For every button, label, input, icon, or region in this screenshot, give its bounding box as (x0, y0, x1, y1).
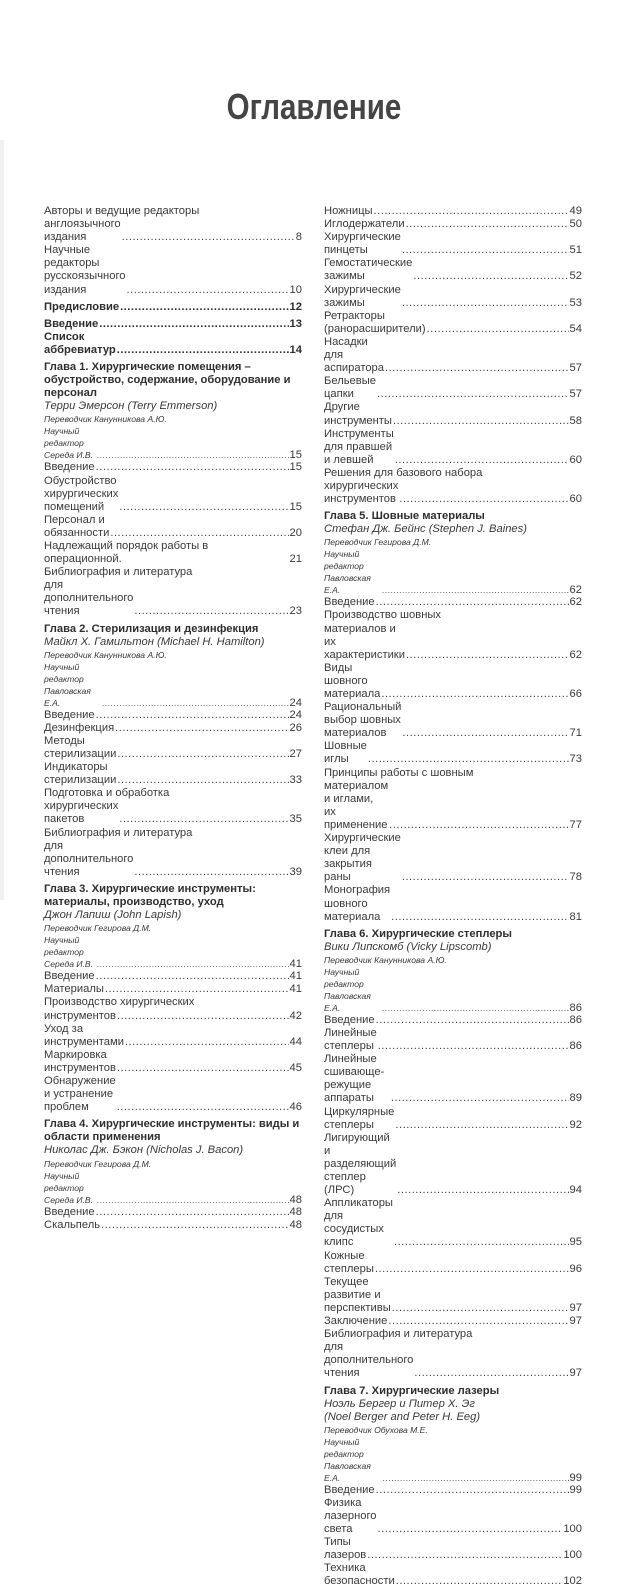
chapter-author: (Noel Berger and Peter H. Eeg) (324, 1410, 481, 1423)
toc-entry[interactable] (324, 884, 582, 923)
toc-entry[interactable] (44, 735, 302, 761)
toc-entry-title: Линейные сшивающе-режущие аппараты (324, 1053, 385, 1105)
dot-leader (414, 1367, 568, 1380)
toc-entry-title: инструментов (44, 1009, 116, 1022)
translator-credit: Переводчик Гегирова Д.М. (324, 537, 432, 548)
toc-entry-title: Уход за инструментами (44, 1022, 128, 1048)
toc-page-number: 78 (569, 871, 582, 884)
toc-entry[interactable] (44, 1206, 302, 1219)
chapter-heading: Глава 2. Стерилизация и дезинфекция (44, 622, 259, 635)
toc-entry-title: Введение (324, 1483, 375, 1496)
dot-leader (392, 1302, 569, 1315)
toc-entry-title: Циркулярные степлеры (324, 1105, 398, 1131)
toc-left-column (44, 205, 302, 1232)
chapter-heading: Глава 7. Хирургические лазеры (324, 1384, 500, 1397)
toc-entry-title: для дополнительного чтения (44, 579, 137, 618)
toc-page-number: 41 (289, 970, 302, 983)
toc-entry-title: Индикаторы стерилизации (44, 761, 117, 787)
toc-entry-title: Ножницы (324, 205, 373, 217)
toc-entry[interactable] (44, 514, 302, 540)
toc-page-number: 15 (289, 449, 302, 462)
toc-entry[interactable] (324, 623, 582, 662)
toc-entry[interactable] (324, 480, 582, 506)
toc-entry[interactable] (44, 579, 302, 618)
dot-leader (377, 388, 569, 401)
toc-entry-title: Обустройство хирургических помещений (44, 474, 122, 513)
toc-page-number: 24 (289, 708, 302, 721)
toc-entry-title: Обнаружение и устранение проблем (44, 1074, 119, 1114)
toc-entry-line: Библиография и литература (44, 566, 193, 579)
dot-leader (97, 1194, 288, 1206)
dot-leader (96, 1206, 289, 1219)
toc-entry-title: Научный редактор Павловская Е.А. (324, 966, 374, 1013)
dot-leader (413, 270, 568, 283)
toc-entry[interactable] (324, 1341, 582, 1380)
toc-entry[interactable] (324, 284, 582, 310)
toc-entry[interactable] (44, 970, 302, 983)
dot-leader (389, 819, 568, 832)
dot-leader (427, 323, 569, 336)
toc-entry-title: Заключение (324, 1315, 388, 1328)
toc-entry-title: Монография шовного материала (324, 884, 394, 923)
dot-leader (402, 727, 568, 740)
toc-entry-line: Решения для базового набора (324, 466, 483, 479)
dot-leader (101, 1219, 288, 1232)
toc-entry-title: Надлежащий порядок работы в операционной. (44, 539, 212, 566)
dot-leader (381, 688, 568, 701)
toc-entry[interactable] (44, 1075, 302, 1114)
toc-entry[interactable] (324, 1027, 582, 1053)
toc-entry[interactable] (324, 701, 582, 740)
dot-leader (105, 983, 289, 996)
toc-entry[interactable] (324, 375, 582, 401)
dot-leader (119, 501, 288, 514)
toc-entry-title: Список аббревиатур (44, 330, 116, 356)
toc-page-number: 20 (289, 526, 302, 539)
toc-entry[interactable] (44, 425, 302, 461)
toc-entry-title: Иглодержатели (324, 218, 405, 231)
toc-entry-title: Введение (44, 1205, 95, 1218)
toc-entry[interactable] (324, 1484, 582, 1497)
toc-page-number: 66 (569, 688, 582, 700)
dot-leader (134, 605, 288, 618)
toc-entry[interactable] (324, 1536, 582, 1562)
toc-entry-title: Скальпель (44, 1218, 101, 1231)
toc-page-number: 13 (289, 317, 302, 330)
dot-leader (402, 244, 569, 257)
dot-leader (134, 866, 288, 879)
toc-entry[interactable] (44, 1023, 302, 1049)
toc-entry-title: Материалы (44, 983, 104, 996)
dot-leader (110, 527, 288, 540)
dot-leader (378, 1040, 569, 1053)
toc-page-number: 102 (563, 1575, 582, 1588)
dot-leader (97, 449, 288, 461)
toc-entry-line: Производство шовных (324, 609, 442, 622)
toc-page-number: 48 (289, 1205, 302, 1218)
toc-entry-title: Ретракторы (ранорасширители) (324, 309, 426, 335)
toc-entry-title: для дополнительного чтения (324, 1341, 417, 1380)
toc-page-number: 15 (289, 500, 302, 513)
dot-leader (382, 584, 568, 596)
toc-entry[interactable] (324, 1106, 582, 1132)
toc-page-number: 27 (289, 748, 302, 760)
toc-entry[interactable] (324, 401, 582, 427)
dot-leader (399, 493, 568, 506)
dot-leader (96, 461, 289, 474)
dot-leader (117, 1010, 289, 1023)
toc-page-number: 46 (289, 1101, 302, 1114)
toc-page-number: 71 (569, 727, 582, 740)
toc-entry[interactable] (44, 461, 302, 474)
toc-page-number: 97 (569, 1367, 582, 1380)
toc-page-number: 45 (289, 1061, 302, 1074)
toc-entry-title: Линейные степлеры (324, 1026, 380, 1053)
translator-credit: Переводчик Гегирова Д.М. (44, 1158, 152, 1169)
toc-entry[interactable] (324, 1197, 582, 1249)
toc-entry[interactable] (324, 218, 582, 231)
dot-leader (388, 1315, 568, 1328)
toc-entry[interactable] (44, 661, 302, 709)
toc-page-number: 33 (289, 774, 302, 787)
toc-entry-title: Гемостатические зажимы (324, 257, 416, 283)
dot-leader (391, 911, 568, 924)
toc-entry[interactable] (324, 596, 582, 609)
toc-page-number: 86 (569, 1040, 582, 1053)
dot-leader (117, 748, 288, 761)
toc-right-column (324, 205, 582, 1589)
toc-entry-title: Введение (44, 708, 95, 721)
toc-entry-title: Бельевые цапки (324, 375, 380, 401)
toc-entry-title: Научный редактор Павловская Е.А. (324, 1436, 374, 1483)
toc-entry-title: Типы лазеров (324, 1536, 367, 1562)
translator-credit: Переводчик Канунникова А.Ю. (44, 414, 167, 425)
dot-leader (395, 454, 569, 467)
toc-page-number: 73 (569, 753, 582, 766)
toc-page-number: 62 (569, 584, 582, 597)
dot-leader (375, 1263, 569, 1276)
dot-leader (383, 1472, 569, 1484)
page-title: Оглавление (226, 86, 402, 128)
toc-entry[interactable] (44, 983, 302, 996)
toc-page-number: 92 (569, 1118, 582, 1131)
toc-entry[interactable] (44, 475, 302, 514)
dot-leader (127, 284, 289, 297)
toc-entry-title: Персонал и обязанности (44, 513, 110, 539)
toc-entry-title: Другие инструменты (324, 401, 392, 427)
toc-page-number: 58 (569, 414, 582, 427)
dot-leader (385, 362, 569, 375)
toc-entry-title: Научный редактор Середа И.В. (44, 426, 94, 461)
dot-leader (96, 970, 289, 983)
toc-entry[interactable] (324, 1014, 582, 1027)
chapter-author: Ноэль Бергер и Питер Х. Эг (324, 1397, 475, 1410)
dot-leader (376, 1484, 569, 1497)
dot-leader (402, 871, 569, 884)
chapter-heading: Глава 6. Хирургические степлеры (324, 927, 512, 940)
toc-entry[interactable] (324, 740, 582, 766)
toc-entry-title: Насадки для аспиратора (324, 335, 384, 375)
toc-page-number: 53 (569, 296, 582, 309)
toc-entry-title: Рациональный выбор шовных материалов (324, 701, 405, 740)
dot-leader (117, 344, 289, 357)
toc-page-number: 60 (569, 453, 582, 466)
toc-entry-title: Хирургические пинцеты (324, 231, 404, 257)
toc-page-number: 86 (569, 1013, 582, 1026)
toc-entry[interactable] (44, 800, 302, 826)
toc-entry-title: хирургических инструментов (324, 479, 402, 506)
toc-entry[interactable] (44, 1010, 302, 1023)
chapter-heading: Глава 1. Хирургические помещения – обустройство, содержание, оборудование и персонал (44, 361, 291, 400)
toc-page-number: 39 (289, 865, 302, 878)
toc-entry-title: Научные редакторы русскоязычного издания (44, 244, 129, 296)
toc-page-number: 77 (569, 818, 582, 831)
translator-credit: Переводчик Гегирова Д.М. (44, 923, 152, 934)
toc-page-number: 86 (569, 1001, 582, 1014)
dot-leader (368, 753, 569, 766)
dot-leader (115, 722, 288, 735)
toc-entry-title: Кожные степлеры (324, 1249, 377, 1275)
dot-leader (120, 301, 288, 314)
toc-entry[interactable] (324, 1276, 582, 1315)
dot-leader (376, 596, 569, 609)
toc-page-number: 44 (289, 1035, 302, 1048)
toc-entry[interactable] (324, 548, 582, 596)
dot-leader (117, 774, 288, 787)
toc-entry-title: Техника безопасности (324, 1562, 395, 1588)
dot-leader (397, 1184, 568, 1197)
toc-entry[interactable] (44, 331, 302, 357)
toc-page-number: 57 (569, 388, 582, 401)
toc-page-number: 94 (569, 1184, 582, 1197)
dot-leader (99, 318, 288, 331)
toc-entry[interactable] (44, 1049, 302, 1075)
toc-entry-title: Научный редактор Павловская Е.А. (324, 549, 374, 596)
chapter-author: Николас Дж. Бэкон (Nicholas J. Bacon) (44, 1144, 244, 1157)
toc-page-number: 49 (569, 205, 582, 217)
toc-entry[interactable] (324, 1436, 582, 1484)
toc-entry[interactable] (324, 205, 582, 218)
toc-page-number: 41 (289, 958, 302, 971)
dot-leader (122, 231, 295, 244)
toc-page-number: 99 (569, 1471, 582, 1484)
dot-leader (394, 1236, 569, 1249)
toc-page-number: 48 (289, 1218, 302, 1231)
toc-page-number: 99 (569, 1483, 582, 1496)
toc-page-number: 8 (295, 231, 302, 244)
toc-entry[interactable] (44, 244, 302, 296)
toc-entry[interactable] (44, 722, 302, 735)
toc-entry-title: хирургических пакетов (44, 800, 122, 826)
toc-entry[interactable] (44, 318, 302, 331)
toc-entry[interactable] (324, 310, 582, 336)
toc-entry[interactable] (324, 336, 582, 375)
toc-page-number: 97 (569, 1315, 582, 1328)
toc-entry-title: Введение (44, 317, 99, 330)
toc-entry-title: Инструменты для правшей и левшей (324, 427, 397, 466)
toc-entry[interactable] (44, 934, 302, 970)
toc-entry-title: Хирургические зажимы (324, 283, 404, 309)
toc-page-number: 24 (289, 696, 302, 709)
toc-entry-title: Введение (324, 1013, 375, 1026)
toc-entry[interactable] (324, 1562, 582, 1588)
toc-page-number: 35 (289, 813, 302, 826)
toc-entry-line: Принципы работы с шовным (324, 766, 474, 779)
toc-entry-title: Дезинфекция (44, 721, 115, 734)
toc-page-number: 57 (569, 362, 582, 375)
chapter-heading: Глава 5. Шовные материалы (324, 510, 485, 523)
toc-entry-line: Библиография и литература (44, 826, 193, 839)
dot-leader (119, 813, 288, 826)
toc-page-number: 62 (569, 596, 582, 609)
dot-leader (393, 415, 569, 428)
toc-entry[interactable] (324, 1497, 582, 1536)
toc-entry[interactable] (44, 1170, 302, 1206)
toc-page-number: 42 (289, 1009, 302, 1022)
toc-entry-line: Библиография и литература (324, 1328, 473, 1341)
dot-leader (125, 1036, 289, 1049)
toc-entry-title: Виды шовного материала (324, 661, 381, 700)
toc-page-number: 10 (289, 283, 302, 296)
toc-page-number: 54 (569, 322, 582, 335)
translator-credit: Переводчик Канунникова А.Ю. (44, 649, 167, 660)
toc-page-number: 12 (289, 300, 302, 313)
translator-credit: Переводчик Канунникова А.Ю. (324, 954, 447, 965)
toc-entry-title: Физика лазерного света (324, 1496, 380, 1536)
toc-entry-title: Научный редактор Середа И.В. (44, 1170, 94, 1205)
dot-leader (97, 958, 288, 970)
toc-entry-title: Введение (324, 596, 375, 609)
toc-page-number: 23 (289, 605, 302, 618)
chapter-heading: Глава 3. Хирургические инструменты: материалы, производство, уход (44, 882, 256, 909)
chapter-heading: Глава 4. Хирургические инструменты: виды и области применения (44, 1118, 300, 1144)
toc-entry-title: Аппликаторы для сосудистых клипс (324, 1197, 397, 1249)
toc-page-number: 52 (569, 270, 582, 283)
chapter-author: Джон Лапиш (John Lapish) (44, 909, 182, 922)
toc-entry-title: Хирургические клеи для закрытия раны (324, 832, 404, 884)
chapter-author: Майкл Х. Гамильтон (Michael H. Hamilton) (44, 635, 265, 648)
toc-page-number: 97 (569, 1301, 582, 1314)
toc-entry[interactable] (324, 780, 582, 832)
dot-leader (102, 697, 288, 709)
toc-entry-title: Маркировка инструментов (44, 1048, 116, 1074)
dot-leader (374, 205, 569, 218)
toc-page-number: 26 (289, 721, 302, 734)
toc-page-number: 89 (569, 1092, 582, 1105)
toc-page-number: 100 (563, 1523, 582, 1536)
dot-leader (406, 649, 569, 662)
toc-entry-title: Введение (44, 970, 95, 983)
dot-leader (378, 1523, 563, 1536)
toc-entry-title: Введение (44, 461, 95, 474)
page-edge-shadow (0, 140, 4, 900)
dot-leader (391, 1092, 569, 1105)
chapter-author: Стефан Дж. Бейнс (Stephen J. Baines) (324, 523, 527, 536)
toc-entry[interactable] (324, 1315, 582, 1328)
dot-leader (96, 709, 289, 722)
toc-page-number: 81 (569, 910, 582, 923)
toc-page-number: 95 (569, 1236, 582, 1249)
toc-entry-title: Шовные иглы (324, 740, 370, 766)
toc-page-number: 48 (289, 1193, 302, 1206)
toc-entry-title: Предисловие (44, 300, 120, 313)
toc-entry[interactable] (44, 761, 302, 787)
toc-entry-title: материалов и их характеристики (324, 622, 405, 661)
toc-page-number: 15 (289, 461, 302, 474)
toc-page-number: 60 (569, 493, 582, 506)
toc-entry[interactable] (44, 709, 302, 722)
toc-page-number: 96 (569, 1262, 582, 1275)
toc-page-number: 21 (289, 553, 302, 566)
toc-page-number: 50 (569, 218, 582, 231)
toc-entry-line: Подготовка и обработка (44, 787, 170, 800)
dot-leader (402, 297, 569, 310)
chapter-author: Вики Липскомб (Vicky Lipscomb) (324, 940, 492, 953)
dot-leader (395, 1119, 568, 1132)
toc-entry-title: Методы стерилизации (44, 734, 117, 760)
dot-leader (406, 218, 569, 231)
toc-page-number: 51 (569, 244, 582, 257)
toc-page-number: 100 (563, 1549, 582, 1562)
toc-entry-line: Производство хирургических (44, 996, 195, 1009)
toc-entry[interactable] (324, 1132, 582, 1197)
toc-entry-title: для дополнительного чтения (44, 839, 137, 878)
toc-entry[interactable] (324, 428, 582, 467)
toc-entry[interactable] (44, 301, 302, 314)
translator-credit: Переводчик Обухова М.Е. (324, 1424, 428, 1435)
toc-entry-title: Лигирующий и разделяющий степлер (ЛРС) (324, 1131, 400, 1197)
toc-page-number: 62 (569, 648, 582, 661)
toc-entry[interactable] (324, 1250, 582, 1276)
toc-entry[interactable] (324, 832, 582, 884)
toc-entry[interactable] (324, 257, 582, 283)
chapter-author: Терри Эмерсон (Terry Emmerson) (44, 400, 218, 413)
toc-entry-title: материалом и иглами, их применение (324, 779, 392, 831)
dot-leader (376, 1014, 569, 1027)
toc-entry-title: Научный редактор Середа И.В. (44, 935, 94, 970)
toc-entry[interactable] (44, 218, 302, 244)
dot-leader (396, 1575, 563, 1588)
toc-entry[interactable] (324, 966, 582, 1014)
toc-entry-title: англоязычного издания (44, 218, 124, 244)
dot-leader (117, 1062, 289, 1075)
toc-entry-line: Авторы и ведущие редакторы (44, 205, 200, 217)
dot-leader (382, 1002, 568, 1014)
toc-entry[interactable] (324, 231, 582, 257)
toc-entry[interactable] (44, 1219, 302, 1232)
dot-leader (367, 1549, 562, 1562)
toc-entry-title: Научный редактор Павловская Е.А. (44, 661, 94, 708)
toc-page-number: 41 (289, 983, 302, 996)
toc-entry[interactable] (44, 540, 302, 566)
toc-page-number: 14 (289, 343, 302, 356)
toc-entry[interactable] (44, 840, 302, 879)
toc-entry[interactable] (324, 1053, 582, 1105)
dot-leader (117, 1101, 289, 1114)
toc-entry-title: Текущее развитие и перспективы (324, 1275, 394, 1314)
toc-entry[interactable] (324, 662, 582, 701)
